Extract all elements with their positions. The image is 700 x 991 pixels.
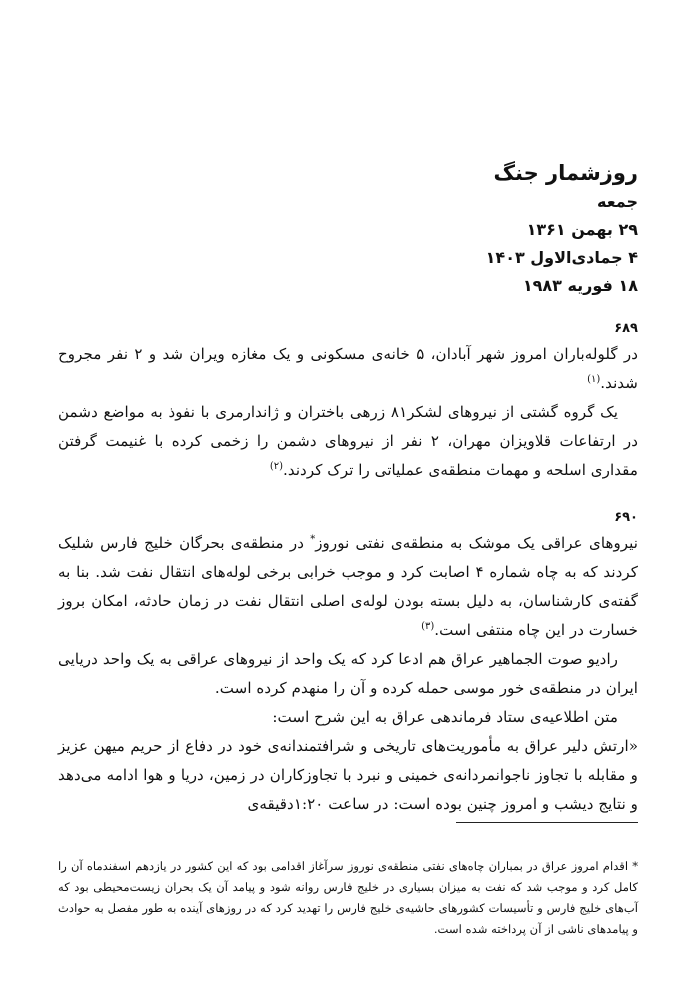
date-lunar: ۴ جمادی‌الاول ۱۴۰۳ — [485, 248, 638, 267]
entry-690 — [58, 507, 638, 819]
paragraph — [58, 340, 638, 398]
paragraph-text: یک گروه گشتی از نیروهای لشکر۸۱ زرهی باختران و ژاندارمری با نفوذ به مواضع دشمن در ارتفاعات قلاویزان مهران، ۲ نفر از نیروهای دشمن را زخمی کرده با غنیمت گرفتن مقداری اسلحه و مهمات منطقه‌ی عملیاتی را ترک کردند. — [58, 403, 638, 479]
footnote — [58, 856, 638, 940]
footnote-reference: (۲) — [269, 460, 284, 472]
entry-number: ۶۹۰ — [614, 510, 638, 525]
footnote-reference: (۳) — [421, 620, 435, 632]
weekday: جمعه — [597, 192, 638, 211]
chronicle-header — [58, 158, 638, 300]
entry-number: ۶۸۹ — [614, 321, 638, 336]
paragraph — [58, 529, 638, 645]
footnote-divider — [456, 822, 638, 823]
date-solar: ۲۹ بهمن ۱۳۶۱ — [526, 220, 638, 239]
paragraph-text: نیروهای عراقی یک موشک به منطقه‌ی نفتی نوروز — [315, 534, 638, 552]
body-text — [58, 318, 638, 819]
paragraph-text: در گلوله‌باران امروز شهر آبادان، ۵ خانه‌ی مسکونی و یک مغازه ویران شد و ۲ نفر مجروح شدند. — [58, 345, 639, 392]
footnote-text: اقدام امروز عراق در بمباران چاه‌های نفتی منطقه‌ی نوروز سرآغاز اقدامی بود که این کشور در یازدهم اسفندماه آن را کامل کرد و موجب شد که نفت به میزان بسیاری در خلیج فارس روانه شود و پیامد آن یک بحران زیست‌محیطی بود که آب‌های خلیج فارس و تأسیسات کشورهای حاشیه‌ی خلیج فارس را تهدید کرد که در روزهای آینده به طور مفصل به حوادث و پیامدهای ناشی از آن پرداخته شده است. — [58, 859, 638, 936]
footnote-reference: (۱) — [587, 373, 601, 385]
footnote-marker: * — [632, 859, 638, 873]
footnote-marker: * — [310, 533, 316, 545]
paragraph-text: در منطقه‌ی بحرگان خلیج فارس شلیک کردند که به چاه شماره ۴ اصابت کرد و موجب خرابی برخی لوله‌های انتقال نفت شد. بنا به گفته‌ی کارشناسان، به دلیل بسته بودن لوله‌ی اصلی انتقال نفت در زمان حادثه، امکان بروز خسارت در این چاه منتفی است. — [58, 534, 638, 639]
entry-689 — [58, 318, 638, 485]
paragraph — [58, 398, 638, 485]
paragraph: «ارتش دلیر عراق به مأموریت‌های تاریخی و شرافتمندانه‌ی خود در دفاع از حریم میهن عزیز و مقابله با تجاوز ناجوانمردانه‌ی خمینی و نبرد با تجاوزکاران در زمین، دریا و هوا ادامه می‌دهد و نتایج دیشب و امروز چنین بوده است: در ساعت ۱:۲۰دقیقه‌ی — [58, 737, 638, 813]
date-gregorian: ۱۸ فوریه ۱۹۸۳ — [522, 276, 638, 295]
chronicle-title: روزشمار جنگ — [493, 161, 638, 185]
paragraph: متن اطلاعیه‌ی ستاد فرماندهی عراق به این شرح است: — [272, 708, 618, 726]
paragraph: رادیو صوت الجماهیر عراق هم ادعا کرد که یک واحد از نیروهای عراقی به یک واحد دریایی ایران در منطقه‌ی خور موسی حمله کرده و آن را منهدم کرده است. — [58, 650, 638, 697]
document-page — [58, 0, 638, 991]
section-gap — [58, 485, 638, 507]
